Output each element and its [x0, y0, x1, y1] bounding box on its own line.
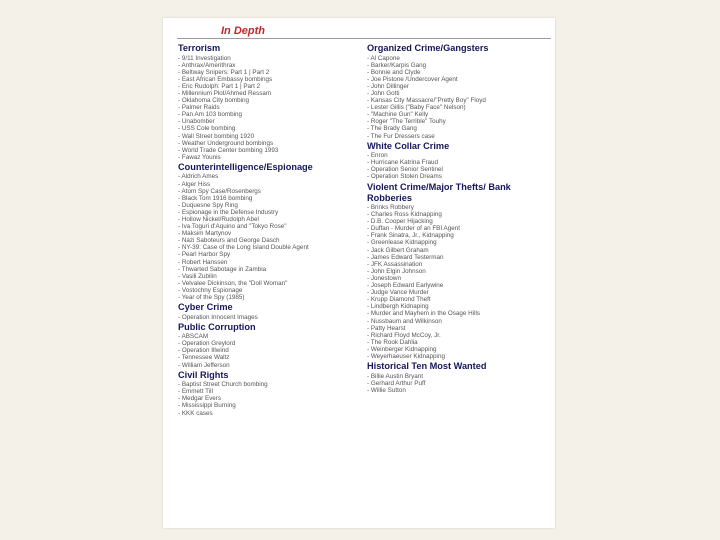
list-item: - Operation Senior Sentinel	[367, 166, 443, 174]
list-item: - Frank Sinatra, Jr., Kidnapping	[367, 232, 454, 240]
section	[367, 141, 553, 181]
list-item: - Aldrich Ames	[178, 173, 219, 181]
list-item: - NY-39: Case of the Long Island Double Agent	[178, 244, 309, 252]
list-item: - Bonnie and Clyde	[367, 68, 421, 76]
list-item: - Eric Rudolph: Part 1 | Part 2	[178, 82, 261, 90]
list-item: - Charles Ross Kidnapping	[367, 211, 442, 219]
left-column	[178, 42, 360, 417]
section-heading: Terrorism	[178, 43, 221, 53]
list-item: - ABSCAM	[178, 333, 209, 341]
list-item: - Duffan - Murder of an FBI Agent	[367, 225, 460, 233]
list-item: - Alger Hiss	[178, 180, 211, 188]
list-item: - Hurricane Katrina Fraud	[367, 159, 439, 167]
list-item: - Billie Austin Bryant	[367, 372, 423, 380]
section	[178, 43, 360, 161]
document-page	[163, 18, 555, 528]
list-item: - Weyerhaeuser Kidnapping	[367, 352, 445, 360]
list-item: - Oklahoma City bombing	[178, 97, 250, 105]
section-heading: White Collar Crime	[367, 140, 450, 151]
list-item: - JFK Assassination	[367, 260, 423, 268]
list-item: - Enron	[367, 152, 388, 160]
list-item: - Lindbergh Kidnaping	[367, 303, 429, 311]
list-item: - Fawaz Younis	[178, 153, 221, 161]
list-item: - Patty Hearst	[367, 324, 406, 332]
list-item: - Hollow Nickel/Rudolph Abel	[178, 215, 259, 223]
list-item: - Duquesne Spy Ring	[178, 201, 238, 209]
list-item: - Emmett Till	[178, 388, 213, 396]
section	[367, 361, 553, 394]
list-item: - Greenlease Kidnapping	[367, 239, 437, 247]
list-item: - "Machine Gun" Kelly	[367, 111, 429, 119]
list-item: - Judge Vance Murder	[367, 289, 429, 297]
list-item: - Jack Gilbert Graham	[367, 246, 429, 254]
page-title: In Depth	[221, 25, 265, 37]
section	[367, 43, 553, 140]
list-item: - KKK cases	[178, 409, 213, 417]
list-item: - Operation Stolen Dreams	[367, 173, 442, 181]
list-item: - Palmer Raids	[178, 104, 220, 112]
section	[178, 370, 360, 417]
list-item: - Anthrax/Amerithrax	[178, 61, 236, 69]
list-item: - Joseph Edward Earlywine	[367, 282, 444, 290]
list-item: - Weather Underground bombings	[178, 139, 274, 147]
section-heading: Cyber Crime	[178, 302, 233, 313]
section-heading: Historical Ten Most Wanted	[367, 361, 487, 372]
list-item: - Velvalee Dickinson, the "Doll Woman"	[178, 279, 288, 287]
list-item: - Nussbaum and Wilkinson	[367, 317, 442, 325]
list-item: - Unabomber	[178, 118, 215, 126]
list-item: - John Elgin Johnson	[367, 267, 426, 275]
list-item: - Espionage in the Defense Industry	[178, 208, 279, 216]
list-item: - Black Tom 1916 bombing	[178, 194, 253, 202]
list-item: - USS Cole bombing	[178, 125, 236, 133]
list-item: - Beltway Snipers: Part 1 | Part 2	[178, 68, 270, 76]
list-item: - Pearl Harbor Spy	[178, 251, 231, 259]
list-item: - Barker/Karpis Gang	[367, 61, 427, 69]
list-item: - Year of the Spy (1985)	[178, 294, 245, 301]
title-divider	[177, 38, 551, 39]
list-item: - Tennessee Waltz	[178, 354, 230, 362]
list-item: - Thwarted Sabotage in Zambia	[178, 265, 267, 273]
list-item: - Vasili Zubilin	[178, 272, 217, 280]
section	[178, 302, 360, 321]
list-item: - Roger "The Terrible" Touhy	[367, 118, 446, 126]
list-item: - Mississippi Burning	[178, 402, 236, 410]
list-item: - Pan Am 103 bombing	[178, 111, 243, 119]
list-item: - Wall Street bombing 1920	[178, 132, 255, 140]
right-column	[367, 42, 553, 394]
section-heading: Organized Crime/Gangsters	[367, 43, 489, 53]
list-item: - Murder and Mayhem in the Osage Hills	[367, 310, 481, 318]
section	[178, 162, 360, 301]
list-item: - Operation Greylord	[178, 340, 236, 348]
list-item: - D.B. Cooper Hijacking	[367, 218, 433, 226]
section	[367, 182, 553, 361]
section-heading: Violent Crime/Major Thefts/ Bank Robberies	[367, 181, 511, 203]
list-item: - East African Embassy bombings	[178, 75, 273, 83]
list-item: - William Jefferson	[178, 361, 230, 369]
list-item: - Kansas City Massacre/"Pretty Boy" Floyd	[367, 97, 486, 105]
list-item: - Atom Spy Case/Rosenbergs	[178, 187, 261, 195]
list-item: - Richard Floyd McCoy, Jr.	[367, 331, 441, 339]
list-item: - Nazi Saboteurs and George Dasch	[178, 237, 280, 245]
list-item: - Operation Innocent Images	[178, 313, 258, 321]
list-item: - Weinberger Kidnapping	[367, 345, 437, 353]
list-item: - Al Capone	[367, 54, 400, 62]
list-item: - James Edward Testerman	[367, 253, 444, 261]
list-item: - 9/11 Investigation	[178, 54, 231, 62]
list-item: - Iva Toguri d'Aquino and "Tokyo Rose"	[178, 223, 287, 231]
list-item: - Brinks Robbery	[367, 204, 414, 211]
list-item: - Baptist Street Church bombing	[178, 381, 268, 389]
list-item: - Jonestown	[367, 274, 401, 282]
list-item: - Joe Pistone /Undercover Agent	[367, 75, 458, 83]
list-item: - World Trade Center bombing 1993	[178, 146, 279, 154]
list-item: - The Rook Dahlia	[367, 338, 418, 346]
list-item: - The Fur Dressers case	[367, 132, 435, 140]
list-item: - John Dillinger	[367, 82, 409, 90]
list-item: - Robert Hanssen	[178, 258, 228, 266]
list-item: - Gerhard Arthur Puff	[367, 379, 426, 387]
list-item: - Maksim Martynov	[178, 230, 232, 238]
list-item: - Lester Gillis ("Baby Face" Nelson)	[367, 104, 466, 112]
section	[178, 322, 360, 369]
list-item: - Medgar Evers	[178, 395, 222, 403]
list-item: - John Gotti	[367, 89, 400, 97]
list-item: - The Brady Gang	[367, 125, 417, 133]
list-item: - Operation Illwind	[178, 347, 229, 355]
section-heading: Public Corruption	[178, 321, 256, 332]
list-item: - Krupp Diamond Theft	[367, 296, 431, 304]
list-item: - Millennium Plot/Ahmed Ressam	[178, 89, 272, 97]
section-heading: Civil Rights	[178, 369, 229, 380]
list-item: - Vostochny Espionage	[178, 286, 243, 294]
list-item: - Willie Sutton	[367, 386, 406, 394]
section-heading: Counterintelligence/Espionage	[178, 161, 313, 172]
